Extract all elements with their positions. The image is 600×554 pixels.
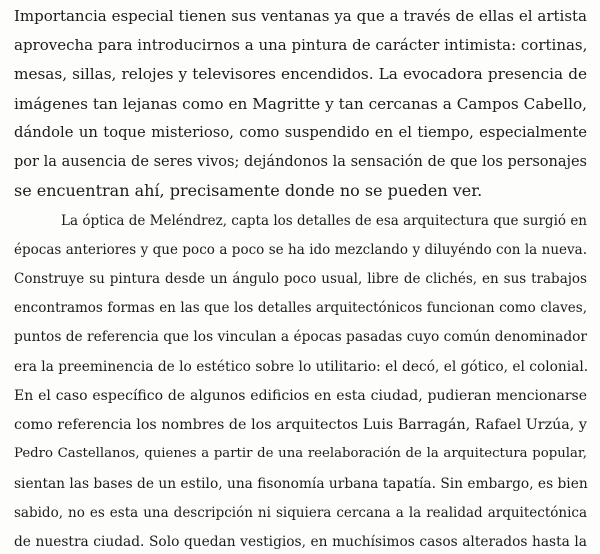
text-line: sabido, no es esta una descripción ni siquiera cercana a la realidad arquitectónica — [14, 505, 587, 521]
text-line: se encuentran ahí, precisamente donde no se pueden ver. — [14, 181, 483, 200]
text-line: dándole un toque misterioso, como suspendido en el tiempo, especialmente — [14, 124, 587, 141]
text-line: como referencia los nombres de los arquitectos Luis Barragán, Rafael Urzúa, y — [14, 417, 587, 433]
text-line: mesas, sillas, relojes y televisores encendidos. La evocadora presencia de — [14, 65, 587, 83]
text-line: Construye su pintura desde un ángulo poco usual, libre de clichés, en sus trabajos — [14, 271, 587, 287]
text-line: Importancia especial tienen sus ventanas ya que a través de ellas el artista — [14, 7, 587, 25]
text-line: épocas anteriores y que poco a poco se ha ido mezclando y diluyéndo con la nueva. — [14, 242, 587, 258]
text-line: era la preeminencia de lo estético sobre lo utilitario: el decó, el gótico, el colonial. — [14, 359, 589, 375]
text-line: Pedro Castellanos, quienes a partir de una reelaboración de la arquitectura popular, — [14, 446, 587, 461]
text-line: puntos de referencia que los vinculan a épocas pasadas cuyo común denominador — [14, 329, 587, 345]
text-line: por la ausencia de seres vivos; dejándonos la sensación de que los personajes — [14, 154, 587, 170]
text-line: aprovecha para introducirnos a una pintura de carácter intimista: cortinas, — [14, 36, 588, 54]
text-line: sientan las bases de un estilo, una fisonomía urbana tapatía. Sin embargo, es bien — [14, 476, 588, 492]
text-line: En el caso específico de algunos edificios en esta ciudad, pudieran mencionarse — [14, 388, 587, 404]
text-line: imágenes tan lejanas como en Magritte y tan cercanas a Campos Cabello, — [14, 95, 587, 113]
text-line: La óptica de Meléndrez, capta los detalles de esa arquitectura que surgió en — [61, 213, 587, 229]
text-line: de nuestra ciudad. Solo quedan vestigios, en muchísimos casos alterados hasta la — [14, 534, 587, 550]
text-line: encontramos formas en las que los detalles arquitectónicos funcionan como claves, — [14, 300, 587, 316]
